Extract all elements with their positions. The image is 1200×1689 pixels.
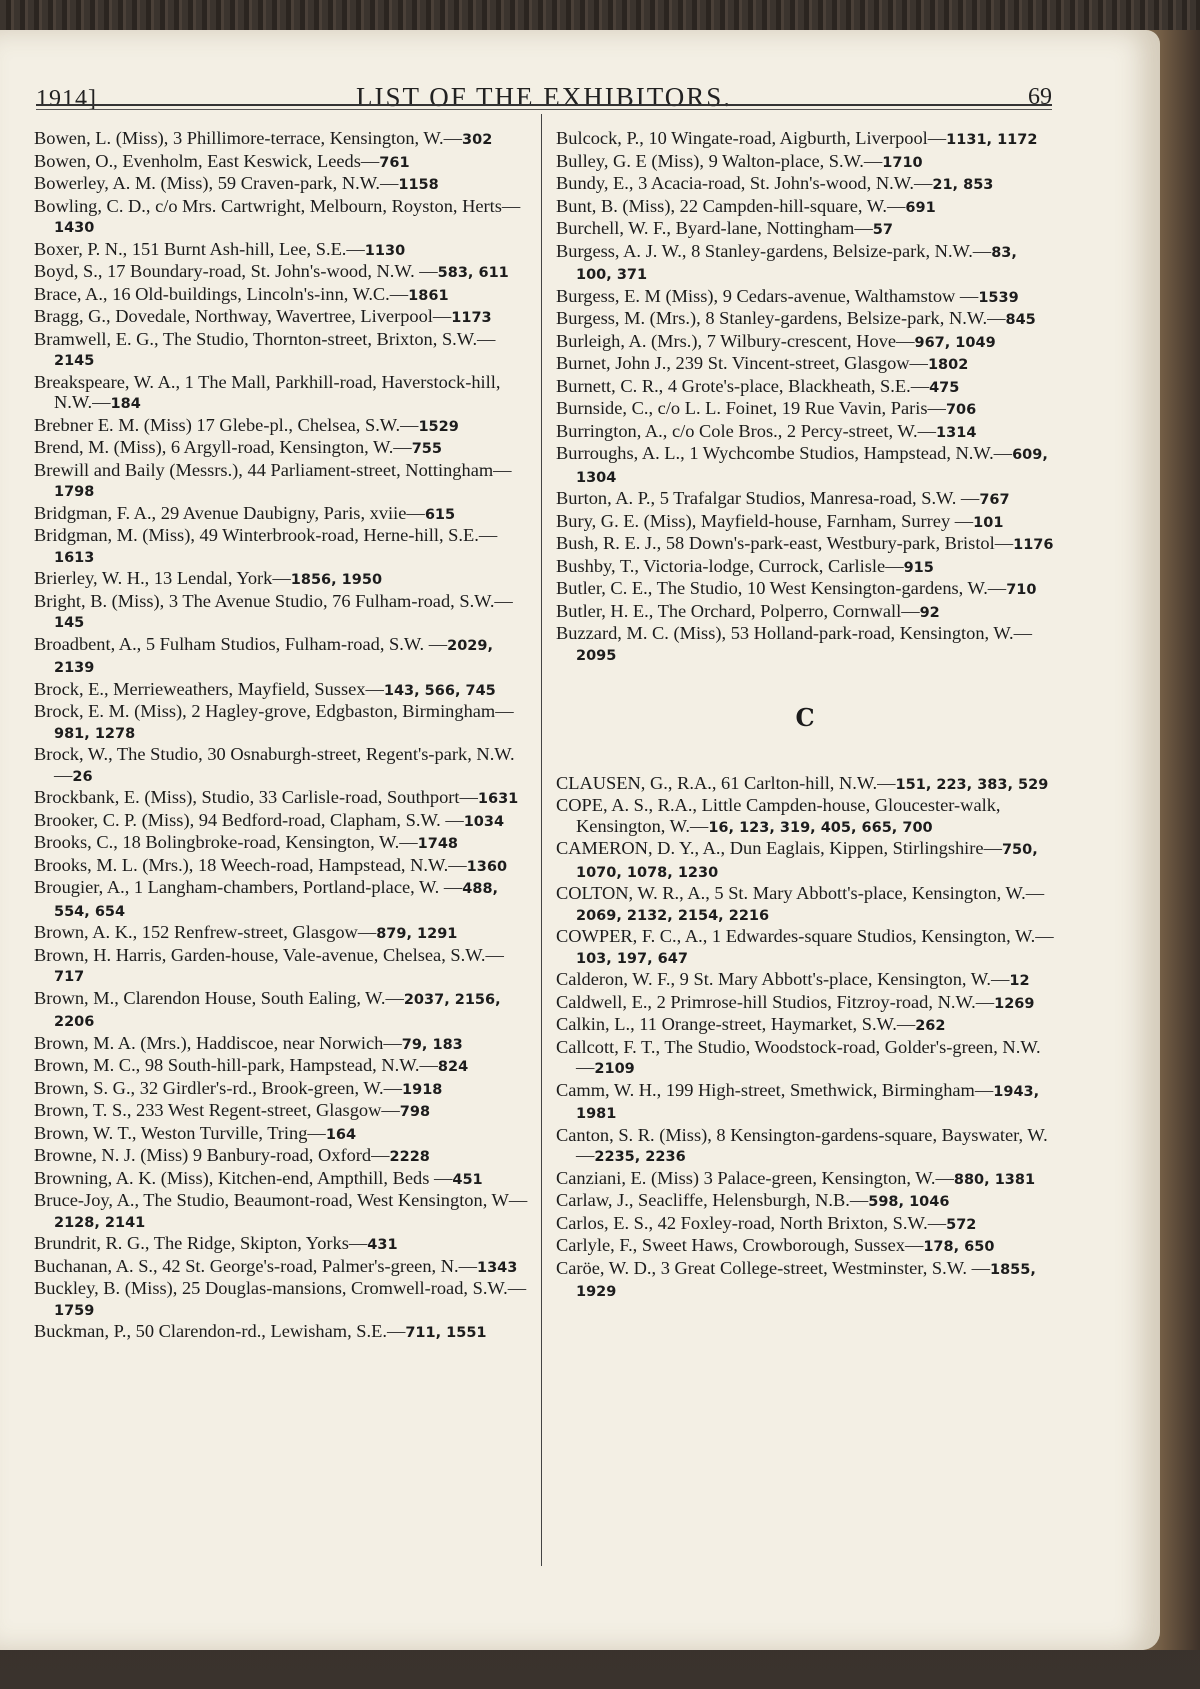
entry-text: Bowling, C. D., c/o Mrs. Cartwright, Melbourn, Royston, Herts— (34, 195, 521, 216)
entry-text: Brace, A., 16 Old-buildings, Lincoln's-inn, W.C.— (34, 283, 409, 304)
exhibitor-entry (34, 679, 528, 702)
entry-catalogue-numbers: 967, 1049 (914, 334, 996, 351)
entry-text: Bowen, L. (Miss), 3 Phillimore-terrace, Kensington, W.— (34, 128, 463, 148)
entry-catalogue-numbers: 1748 (417, 836, 458, 852)
exhibitor-entry (34, 701, 528, 744)
entry-text: Buzzard, M. C. (Miss), 53 Holland-park-road, Kensington, W.— (556, 623, 1033, 643)
entry-catalogue-numbers: 981, 1278 (54, 725, 136, 742)
entry-catalogue-numbers: 583, 611 (437, 265, 509, 281)
entry-catalogue-numbers: 879, 1291 (376, 926, 458, 942)
exhibitor-entry (556, 128, 1054, 151)
exhibitor-entry (34, 922, 528, 945)
entry-catalogue-numbers: 145 (54, 615, 85, 631)
exhibitor-entry (34, 1233, 528, 1256)
entry-text: Bowen, O., Evenholm, East Keswick, Leeds— (34, 150, 380, 171)
entry-text: Callcott, F. T., The Studio, Woodstock-road, Golder's-green, N.W.— (556, 1036, 1041, 1077)
exhibitor-entry (556, 838, 1054, 883)
entry-catalogue-numbers: 1314 (936, 424, 977, 441)
entry-text: Burrington, A., c/o Cole Bros., 2 Percy-street, W.— (556, 420, 937, 441)
exhibitor-entry (556, 196, 1054, 219)
entry-text: Brown, M., Clarendon House, South Ealing, W.— (34, 987, 404, 1008)
entry-text: Brewill and Baily (Messrs.), 44 Parliament-street, Nottingham— (34, 459, 512, 480)
entry-catalogue-numbers: 2069, 2132, 2154, 2216 (576, 907, 770, 924)
entry-text: Brundrit, R. G., The Ridge, Skipton, Yorks— (34, 1233, 368, 1253)
header-rule (36, 104, 1052, 106)
entry-text: Brown, T. S., 233 West Regent-street, Glasgow— (34, 1100, 400, 1120)
entry-catalogue-numbers: 79, 183 (401, 1036, 463, 1053)
entry-text: Bushby, T., Victoria-lodge, Currock, Carlisle— (556, 555, 904, 576)
entry-text: Bright, B. (Miss), 3 The Avenue Studio, 76 Fulham-road, S.W.— (34, 590, 513, 611)
entry-catalogue-numbers: 691 (905, 199, 936, 216)
entry-catalogue-numbers: 845 (1005, 312, 1036, 328)
exhibitor-entry (34, 1256, 528, 1279)
entry-catalogue-numbers: 1158 (398, 177, 439, 193)
entry-text: CAMERON, D. Y., A., Dun Eaglais, Kippen, Stirlingshire— (556, 838, 1002, 858)
exhibitor-entry (556, 1258, 1054, 1303)
exhibitor-entry (34, 855, 528, 878)
entry-catalogue-numbers: 302 (462, 132, 493, 148)
left-column (34, 128, 528, 1344)
exhibitor-entry (556, 331, 1054, 354)
exhibitor-entry (34, 1100, 528, 1123)
entry-text: Buchanan, A. S., 42 St. George's-road, Palmer's-green, N.— (34, 1255, 477, 1276)
entry-catalogue-numbers: 1613 (54, 549, 95, 566)
entry-text: CLAUSEN, G., R.A., 61 Carlton-hill, N.W.— (556, 772, 896, 793)
exhibitor-entry (34, 173, 528, 196)
exhibitor-entry (556, 398, 1054, 421)
entry-text: Brown, H. Harris, Garden-house, Vale-avenue, Chelsea, S.W.— (34, 944, 504, 965)
entry-catalogue-numbers: 2228 (389, 1149, 430, 1165)
entry-catalogue-numbers: 717 (54, 969, 85, 985)
c-entries (556, 773, 1054, 1303)
exhibitor-entry (556, 533, 1054, 556)
entry-catalogue-numbers: 184 (110, 396, 141, 412)
entry-catalogue-numbers: 92 (919, 604, 940, 621)
entry-text: Brooker, C. P. (Miss), 94 Bedford-road, Clapham, S.W. — (34, 809, 464, 830)
exhibitor-entry (34, 634, 528, 679)
exhibitor-entry (34, 1190, 528, 1233)
entry-catalogue-numbers: 711, 1551 (405, 1325, 487, 1341)
exhibitor-entry (556, 556, 1054, 579)
entry-text: Burleigh, A. (Mrs.), 7 Wilbury-crescent, Hove— (556, 330, 915, 351)
entry-catalogue-numbers: 431 (367, 1237, 398, 1253)
exhibitor-entry (556, 578, 1054, 601)
exhibitor-entry (34, 810, 528, 833)
entry-text: Brougier, A., 1 Langham-chambers, Portland-place, W. — (34, 877, 463, 897)
entry-text: Browne, N. J. (Miss) 9 Banbury-road, Oxford— (34, 1145, 390, 1165)
entry-text: Carlaw, J., Seacliffe, Helensburgh, N.B.— (556, 1190, 869, 1210)
exhibitor-entry (556, 376, 1054, 399)
exhibitor-entry (34, 128, 528, 151)
exhibitor-entry (34, 945, 528, 988)
entry-text: Canziani, E. (Miss) 3 Palace-green, Kensington, W.— (556, 1167, 954, 1188)
exhibitor-entry (34, 877, 528, 922)
entry-catalogue-numbers: 1943, 1981 (576, 1083, 1040, 1122)
entry-text: COWPER, F. C., A., 1 Edwardes-square Studios, Kensington, W.— (556, 926, 1054, 946)
entry-text: Brock, E. M. (Miss), 2 Hagley-grove, Edgbaston, Birmingham— (34, 701, 514, 721)
entry-text: COPE, A. S., R.A., Little Campden-house, Gloucester-walk, Kensington, W.— (556, 795, 1001, 836)
entry-catalogue-numbers: 1130 (364, 242, 406, 259)
entry-text: COLTON, W. R., A., 5 St. Mary Abbott's-place, Kensington, W.— (556, 883, 1045, 903)
exhibitor-entry (556, 443, 1054, 488)
entry-text: Breakspeare, W. A., 1 The Mall, Parkhill-road, Haverstock-hill, N.W.— (34, 371, 501, 412)
exhibitor-entry (556, 1014, 1054, 1037)
header-rule-thin (36, 109, 1052, 110)
entry-catalogue-numbers: 26 (72, 768, 93, 785)
exhibitor-entry (556, 1125, 1054, 1168)
exhibitor-entry (556, 421, 1054, 444)
entry-text: Boyd, S., 17 Boundary-road, St. John's-wood, N.W. — (34, 261, 438, 281)
entry-text: Browning, A. K. (Miss), Kitchen-end, Ampthill, Beds — (34, 1167, 453, 1188)
entry-catalogue-numbers: 615 (424, 506, 456, 523)
page-number: 69 (1028, 84, 1052, 110)
entry-text: Carlos, E. S., 42 Foxley-road, North Brixton, S.W.— (556, 1212, 947, 1233)
entry-catalogue-numbers: 2095 (576, 647, 617, 664)
entry-catalogue-numbers: 798 (399, 1104, 431, 1120)
entry-text: Brown, S. G., 32 Girdler's-rd., Brook-green, W.— (34, 1077, 403, 1098)
entry-catalogue-numbers: 1176 (1013, 537, 1054, 553)
exhibitor-entry (34, 591, 528, 634)
exhibitor-entry (556, 173, 1054, 196)
exhibitor-entry (34, 196, 528, 239)
exhibitor-entry (556, 795, 1054, 838)
entry-text: Buckley, B. (Miss), 25 Douglas-mansions, Cromwell-road, S.W.— (34, 1278, 527, 1298)
entry-text: Bruce-Joy, A., The Studio, Beaumont-road, West Kensington, W— (34, 1190, 528, 1210)
entry-catalogue-numbers: 880, 1381 (953, 1171, 1036, 1188)
entry-text: Bragg, G., Dovedale, Northway, Wavertree, Liverpool— (34, 306, 452, 326)
entry-text: Bunt, B. (Miss), 22 Campden-hill-square, W.— (556, 195, 906, 216)
exhibitor-entry (556, 1080, 1054, 1125)
exhibitor-entry (34, 372, 528, 415)
entry-catalogue-numbers: 1861 (408, 287, 449, 304)
entry-catalogue-numbers: 101 (973, 514, 1004, 531)
entry-text: Burgess, A. J. W., 8 Stanley-gardens, Belsize-park, N.W.— (556, 240, 992, 261)
exhibitor-entry (34, 503, 528, 526)
entry-text: Brock, W., The Studio, 30 Osnaburgh-street, Regent's-park, N.W.— (34, 744, 515, 785)
exhibitor-entry (556, 992, 1054, 1015)
entry-catalogue-numbers: 262 (915, 1018, 946, 1034)
exhibitor-entry (34, 460, 528, 503)
entry-text: Canton, S. R. (Miss), 8 Kensington-gardens-square, Bayswater, W.— (556, 1124, 1048, 1165)
entry-text: Burton, A. P., 5 Trafalgar Studios, Manresa-road, S.W. — (556, 488, 980, 508)
exhibitor-entry (34, 1145, 528, 1168)
entry-text: Calderon, W. F., 9 St. Mary Abbott's-place, Kensington, W.— (556, 969, 1010, 989)
exhibitor-entry (556, 883, 1054, 926)
entry-text: Burnside, C., c/o L. L. Foinet, 19 Rue Vavin, Paris— (556, 398, 946, 418)
exhibitor-entry (34, 1123, 528, 1146)
right-column (556, 128, 1054, 1303)
entry-catalogue-numbers: 767 (979, 492, 1010, 508)
exhibitor-entry (556, 1168, 1054, 1191)
entry-catalogue-numbers: 1710 (882, 154, 923, 171)
exhibitor-entry (34, 988, 528, 1033)
entry-text: Bridgman, M. (Miss), 49 Winterbrook-road, Herne-hill, S.E.— (34, 525, 498, 545)
entry-catalogue-numbers: 1798 (54, 484, 95, 500)
entry-catalogue-numbers: 2029, 2139 (54, 637, 493, 676)
entry-catalogue-numbers: 178, 650 (923, 1239, 995, 1255)
entry-text: Bridgman, F. A., 29 Avenue Daubigny, Paris, xviie— (34, 502, 425, 523)
entry-catalogue-numbers: 598, 1046 (868, 1194, 950, 1210)
entry-text: Buckman, P., 50 Clarendon-rd., Lewisham, S.E.— (34, 1321, 406, 1341)
entry-text: Brown, W. T., Weston Turville, Tring— (34, 1122, 326, 1143)
entry-text: Butler, C. E., The Studio, 10 West Kensington-gardens, W.— (556, 578, 1007, 598)
exhibitor-entry (34, 239, 528, 262)
entry-catalogue-numbers: 151, 223, 383, 529 (895, 776, 1049, 793)
exhibitor-entry (34, 1078, 528, 1101)
exhibitor-entry (34, 284, 528, 307)
entry-catalogue-numbers: 2128, 2141 (54, 1214, 146, 1231)
exhibitor-entry (556, 308, 1054, 331)
section-letter: C (795, 703, 815, 732)
entry-catalogue-numbers: 1856, 1950 (290, 572, 383, 588)
entry-text: Brend, M. (Miss), 6 Argyll-road, Kensington, W.— (34, 437, 412, 457)
entry-catalogue-numbers: 2145 (54, 353, 95, 369)
entry-catalogue-numbers: 451 (452, 1171, 483, 1188)
entry-text: Burnet, John J., 239 St. Vincent-street, Glasgow— (556, 353, 928, 373)
entry-catalogue-numbers: 1918 (402, 1081, 443, 1098)
entry-catalogue-numbers: 1360 (466, 858, 508, 875)
header-year: 1914] (36, 86, 97, 112)
entry-catalogue-numbers: 57 (872, 222, 893, 238)
exhibitor-entry (34, 1278, 528, 1321)
entry-catalogue-numbers: 12 (1009, 973, 1030, 989)
entry-text: Brooks, C., 18 Bolingbroke-road, Kensington, W.— (34, 832, 418, 852)
entry-text: Burgess, M. (Mrs.), 8 Stanley-gardens, Belsize-park, N.W.— (556, 308, 1006, 328)
entry-catalogue-numbers: 1343 (476, 1259, 518, 1276)
entry-catalogue-numbers: 755 (411, 441, 442, 457)
entry-catalogue-numbers: 1539 (978, 289, 1019, 306)
entry-text: Brown, A. K., 152 Renfrew-street, Glasgow— (34, 922, 377, 942)
entry-catalogue-numbers: 1269 (994, 995, 1035, 1012)
entry-text: Carlyle, F., Sweet Haws, Crowborough, Sussex— (556, 1235, 924, 1255)
entry-text: Camm, W. H., 199 High-street, Smethwick, Birmingham— (556, 1079, 994, 1100)
entry-catalogue-numbers: 143, 566, 745 (383, 682, 496, 699)
exhibitor-entry (34, 525, 528, 568)
entry-catalogue-numbers: 1034 (463, 813, 505, 830)
entry-text: Bulcock, P., 10 Wingate-road, Aigburth, Liverpool— (556, 128, 947, 148)
entry-catalogue-numbers: 572 (946, 1216, 977, 1233)
entry-text: Brierley, W. H., 13 Lendal, York— (34, 568, 291, 588)
entry-text: Burchell, W. F., Byard-lane, Nottingham— (556, 218, 873, 238)
entry-catalogue-numbers: 1529 (418, 418, 459, 435)
entry-text: Burroughs, A. L., 1 Wychcombe Studios, Hampstead, N.W.— (556, 443, 1013, 463)
entry-text: Burnett, C. R., 4 Grote's-place, Blackheath, S.E.— (556, 375, 930, 396)
book-top-edge (0, 0, 1200, 34)
exhibitor-entry (556, 1190, 1054, 1213)
entry-catalogue-numbers: 475 (929, 379, 960, 396)
exhibitor-entry (34, 744, 528, 787)
exhibitor-entry (34, 151, 528, 174)
page-header (36, 66, 1052, 118)
entry-text: Calkin, L., 11 Orange-street, Haymarket, S.W.— (556, 1014, 916, 1034)
entry-text: Butler, H. E., The Orchard, Polperro, Cornwall— (556, 600, 920, 621)
exhibitor-entry (556, 926, 1054, 969)
exhibitor-entry (34, 832, 528, 855)
entry-text: Bundy, E., 3 Acacia-road, St. John's-wood, N.W.— (556, 173, 933, 193)
entry-text: Brockbank, E. (Miss), Studio, 33 Carlisle-road, Southport— (34, 787, 478, 807)
entry-catalogue-numbers: 750, 1070, 1078, 1230 (576, 842, 1038, 881)
exhibitor-entry (556, 773, 1054, 796)
exhibitor-entry (556, 623, 1054, 666)
column-divider (541, 114, 542, 1566)
entry-catalogue-numbers: 103, 197, 647 (576, 950, 688, 967)
entry-catalogue-numbers: 824 (437, 1059, 469, 1075)
exhibitor-entry (556, 286, 1054, 309)
entry-text: Brebner E. M. (Miss) 17 Glebe-pl., Chelsea, S.W.— (34, 414, 419, 435)
exhibitor-entry (556, 511, 1054, 534)
exhibitor-entry (556, 1235, 1054, 1258)
entry-catalogue-numbers: 915 (903, 559, 934, 576)
entry-catalogue-numbers: 1631 (477, 791, 519, 807)
exhibitor-entry (34, 787, 528, 810)
entry-catalogue-numbers: 1430 (54, 220, 95, 236)
entry-text: Bramwell, E. G., The Studio, Thornton-street, Brixton, S.W.— (34, 328, 496, 349)
exhibitor-entry (556, 1213, 1054, 1236)
exhibitor-entry (556, 1037, 1054, 1080)
entry-catalogue-numbers: 1855, 1929 (576, 1261, 1036, 1300)
entry-text: Brooks, M. L. (Mrs.), 18 Weech-road, Hampstead, N.W.— (34, 854, 467, 875)
exhibitor-entry (34, 415, 528, 438)
b-entries (556, 128, 1054, 666)
exhibitor-entry (34, 437, 528, 460)
entry-catalogue-numbers: 2037, 2156, 2206 (54, 991, 501, 1030)
entry-text: Bush, R. E. J., 58 Down's-park-east, Westbury-park, Bristol— (556, 533, 1014, 553)
exhibitor-entry (34, 1055, 528, 1078)
entry-catalogue-numbers: 706 (945, 402, 977, 418)
entry-text: Bowerley, A. M. (Miss), 59 Craven-park, N.W.— (34, 173, 399, 193)
entry-text: Bulley, G. E (Miss), 9 Walton-place, S.W.— (556, 150, 883, 171)
exhibitor-entry (556, 969, 1054, 992)
entry-text: Boxer, P. N., 151 Burnt Ash-hill, Lee, S.E.— (34, 238, 365, 259)
entry-catalogue-numbers: 21, 853 (932, 177, 994, 193)
entry-catalogue-numbers: 1802 (927, 357, 969, 373)
entry-catalogue-numbers: 164 (325, 1126, 357, 1143)
entry-catalogue-numbers: 1759 (54, 1302, 95, 1319)
entry-text: Broadbent, A., 5 Fulham Studios, Fulham-road, S.W. — (34, 633, 448, 654)
entry-catalogue-numbers: 710 (1006, 582, 1037, 598)
entry-text: Burgess, E. M (Miss), 9 Cedars-avenue, Walthamstow — (556, 285, 979, 306)
exhibitor-entry (34, 1321, 528, 1344)
entry-catalogue-numbers: 1131, 1172 (946, 132, 1038, 148)
exhibitor-entry (34, 329, 528, 372)
entry-catalogue-numbers: 2109 (594, 1061, 635, 1077)
exhibitor-entry (556, 601, 1054, 624)
entry-catalogue-numbers: 761 (379, 154, 410, 171)
exhibitor-entry (34, 306, 528, 329)
exhibitor-entry (556, 488, 1054, 511)
entry-catalogue-numbers: 16, 123, 319, 405, 665, 700 (708, 819, 933, 836)
exhibitor-entry (556, 151, 1054, 174)
entry-text: Bury, G. E. (Miss), Mayfield-house, Farnham, Surrey — (556, 510, 974, 531)
entry-catalogue-numbers: 488, 554, 654 (54, 881, 499, 920)
entry-text: Brown, M. A. (Mrs.), Haddiscoe, near Norwich— (34, 1032, 402, 1053)
entry-catalogue-numbers: 609, 1304 (576, 447, 1048, 486)
exhibitor-entry (34, 261, 528, 284)
exhibitor-entry (556, 218, 1054, 241)
entry-catalogue-numbers: 1173 (451, 310, 492, 326)
page-title: LIST OF THE EXHIBITORS. (355, 82, 733, 112)
entry-text: Caldwell, E., 2 Primrose-hill Studios, Fitzroy-road, N.W.— (556, 991, 995, 1012)
exhibitor-entry (556, 241, 1054, 286)
exhibitor-entry (34, 1168, 528, 1191)
exhibitor-entry (34, 1033, 528, 1056)
entry-catalogue-numbers: 2235, 2236 (594, 1149, 686, 1165)
entry-text: Brock, E., Merrieweathers, Mayfield, Sussex— (34, 678, 384, 699)
entry-catalogue-numbers: 83, 100, 371 (576, 244, 1017, 283)
entry-text: Caröe, W. D., 3 Great College-street, Westminster, S.W. — (556, 1257, 990, 1278)
entry-text: Brown, M. C., 98 South-hill-park, Hampstead, N.W.— (34, 1055, 438, 1075)
exhibitor-entry (34, 568, 528, 591)
exhibitor-entry (556, 353, 1054, 376)
